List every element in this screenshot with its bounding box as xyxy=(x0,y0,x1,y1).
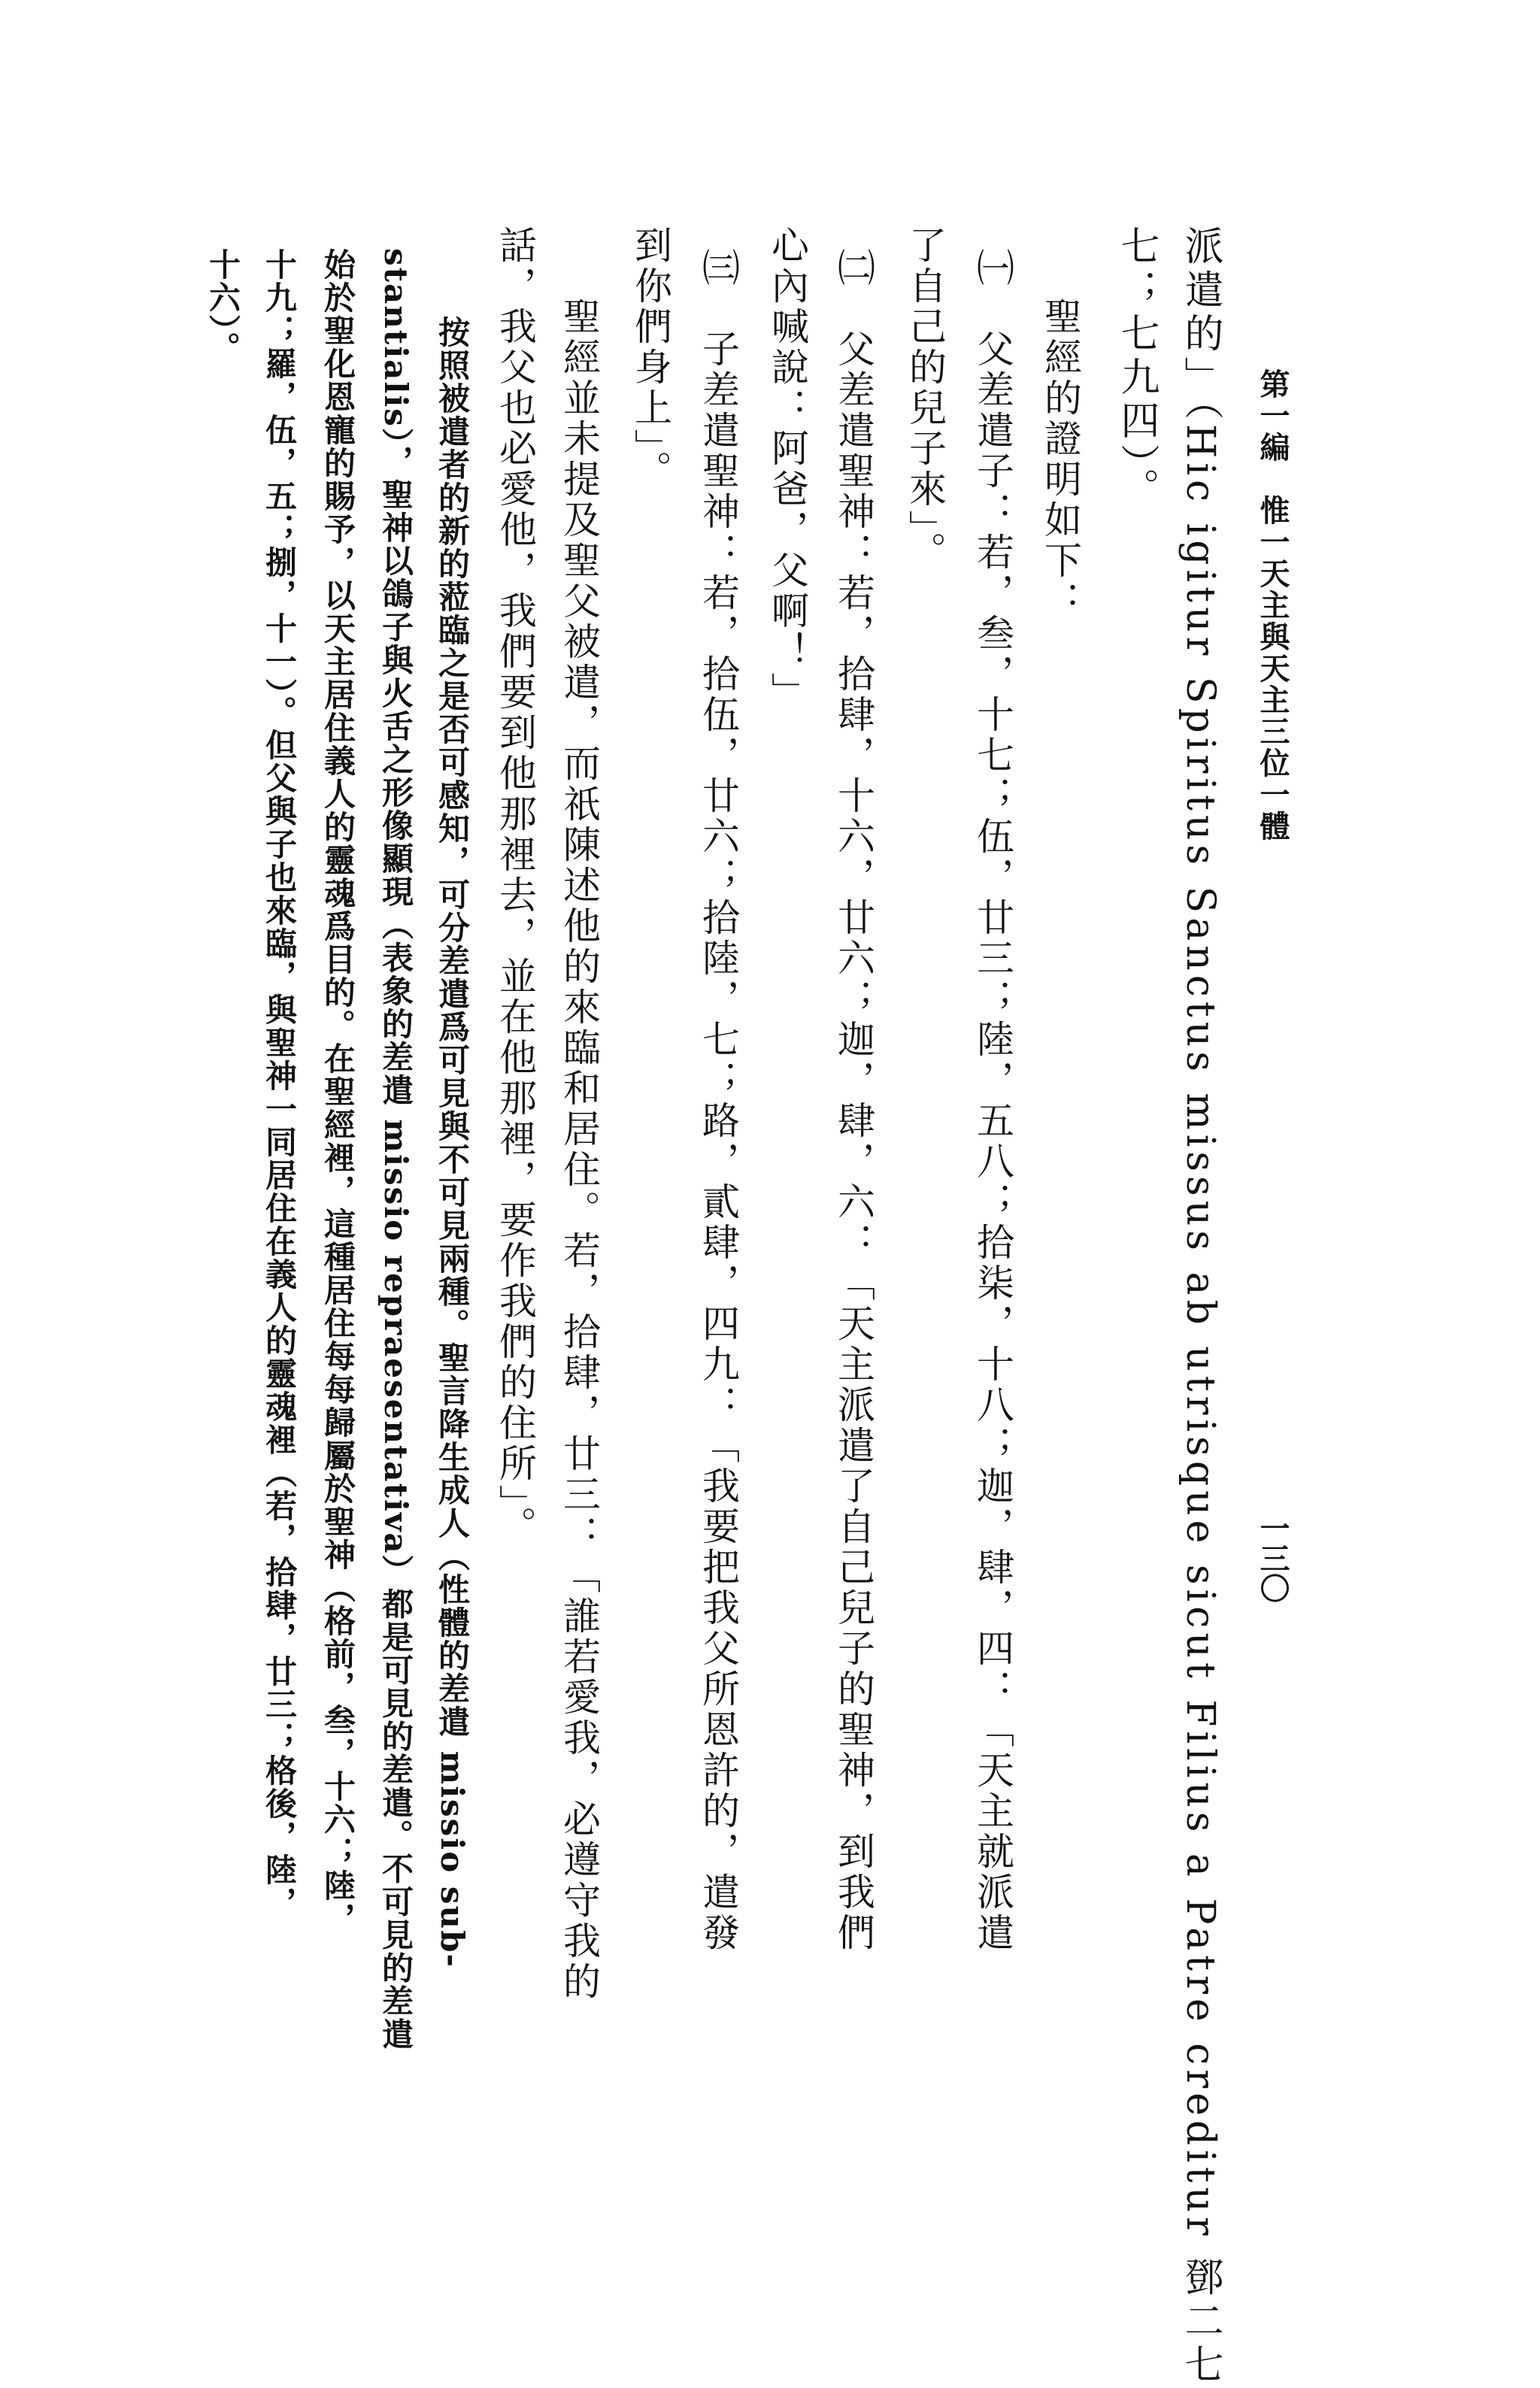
note-column-3: 始於聖化恩寵的賜予，以天主居住義人的靈魂爲目的。在聖經裡，這種居住每每歸屬於聖神（格前，叁，十六；陸， xyxy=(320,248,356,1935)
note-column-4: 十九；羅，伍，五；捌，十一）。但父與子也來臨，與聖神一同居住在義人的靈魂裡（若，拾肆，廿三；格後，陸， xyxy=(261,248,298,1920)
page-number: 一三〇 xyxy=(1255,1513,1290,1603)
note-column-1: 按照被遣者的新的蒞臨之是否可感知，可分差遣爲可見與不可見兩種。聖言降生成人（性體的差遣 missio sub- xyxy=(434,316,471,1968)
note-column-2: stantialis），聖神以鴿子與火舌之形像顯現（表象的差遣 missio repraesentativa）都是可見的差遣。不可見的差遣 xyxy=(377,248,414,2051)
text-column-10: 聖經並未提及聖父被遣，而祇陳述他的來臨和居住。若，拾肆，廿三：「誰若愛我，必遵守我的 xyxy=(557,297,601,2002)
text-column-6: ㈡ 父差遣聖神：若，拾肆，十六，廿六；迦，肆，六：「天主派遣了自己兒子的聖神，到我們 xyxy=(832,248,875,1953)
text-column-9: 到你們身上」。 xyxy=(629,226,672,491)
text-column-4: ㈠ 父差遣子：若，叁，十七；伍，廿三；陸，五八；拾柒，十八；迦，肆，四：「天主就派遣 xyxy=(971,248,1014,1953)
running-header: 第一編 惟一天主與天主三位一體 xyxy=(1255,368,1290,842)
note-column-5: 十六）。 xyxy=(205,248,241,365)
text-column-3: 聖經的證明如下： xyxy=(1038,297,1082,622)
text-column-5: 了自己的兒子來」。 xyxy=(903,226,947,572)
text-column-7: 心內喊說：阿爸，父啊！」 xyxy=(765,226,809,713)
text-column-1: 派遣的」（Hic igitur Spiritus Sanctus missus ab utrisque sicut Filius a Patre creditur 鄧二七 xyxy=(1178,226,1223,2388)
text-column-11: 話，我父也必愛他，我們要到他那裡去，並在他那裡，要作我們的住所」。 xyxy=(493,226,537,1547)
text-column-2: 七；七九四）。 xyxy=(1114,226,1159,511)
text-column-8: ㈢ 子差遣聖神：若，拾伍，廿六；拾陸，七；路，貳肆，四九：「我要把我父所恩許的，遣發 xyxy=(696,248,740,1953)
